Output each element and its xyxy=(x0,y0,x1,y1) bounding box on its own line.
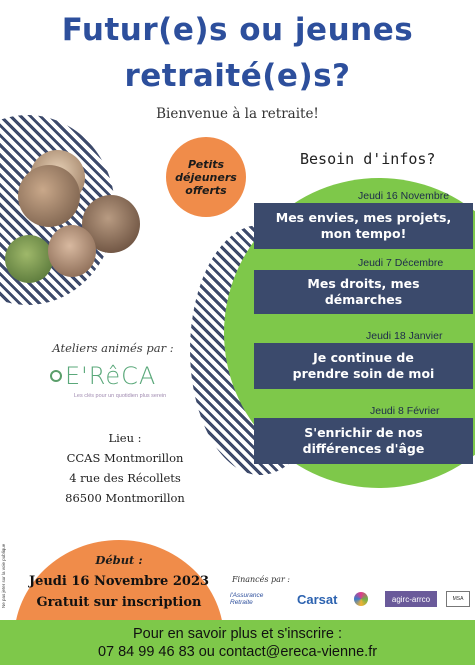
cnracl-swirl-icon xyxy=(354,592,368,606)
footer-contact[interactable]: 07 84 99 46 83 ou contact@ereca-vienne.fr xyxy=(97,644,378,660)
free-registration-note: Gratuit sur inscription xyxy=(36,595,202,610)
carsat-logo: Carsat xyxy=(297,591,338,607)
session-title-line: Je continue de xyxy=(313,350,414,365)
session-title-line: Mes droits, mes xyxy=(307,276,420,291)
cnracl-logo xyxy=(354,589,376,609)
start-date: Jeudi 16 Novembre 2023 xyxy=(28,574,210,589)
disposal-note-text: Ne pas jeter sur la voie publique xyxy=(1,543,6,608)
session-date: Jeudi 7 Décembre xyxy=(358,257,444,269)
photo-circle xyxy=(5,235,53,283)
session-date: Jeudi 8 Février xyxy=(370,405,440,417)
location-line: 86500 Montmorillon xyxy=(65,491,185,505)
msa-logo: MSA xyxy=(446,591,470,607)
logo-tagline: Les clés pour un quotidien plus serein xyxy=(73,393,167,399)
info-heading: Besoin d'infos? xyxy=(300,150,436,168)
ereca-logo xyxy=(50,361,190,391)
badge-line: déjeuners xyxy=(175,170,237,184)
breakfast-badge xyxy=(166,137,246,217)
session-title-line: différences d'âge xyxy=(302,441,425,456)
badge-line: Petits xyxy=(187,157,225,171)
agirc-arrco-logo: agirc-arrco xyxy=(385,591,437,607)
assurance-retraite-logo: l'Assurance Retraite xyxy=(230,592,264,606)
session-title-line: S'enrichir de nos xyxy=(304,425,423,440)
location-label: Lieu : xyxy=(108,431,142,445)
session-date: Jeudi 16 Novembre xyxy=(358,190,450,202)
senior-photo-collage xyxy=(0,140,155,285)
session-title-box xyxy=(254,203,473,249)
logo-ring-icon xyxy=(50,370,62,382)
session-title-line: Mes envies, mes projets, xyxy=(275,210,452,225)
session-title-line: mon tempo! xyxy=(320,226,407,241)
title-line-1: Futur(e)s ou jeunes xyxy=(61,12,414,48)
location-line: CCAS Montmorillon xyxy=(66,451,184,465)
logo-text: E'RêCA xyxy=(65,362,157,390)
session-title-box xyxy=(254,343,473,389)
location-block xyxy=(40,428,210,508)
title-line-2: retraité(e)s? xyxy=(124,58,351,94)
footer-cta: Pour en savoir plus et s'inscrire : xyxy=(132,626,343,642)
start-label: Début : xyxy=(95,553,143,567)
session-title-box xyxy=(254,418,473,464)
location-line: 4 rue des Récollets xyxy=(69,471,181,485)
subtitle: Bienvenue à la retraite! xyxy=(156,106,319,122)
organizer-label: Ateliers animés par : xyxy=(52,341,174,355)
session-title-box xyxy=(254,270,473,314)
session-date: Jeudi 18 Janvier xyxy=(366,330,443,342)
badge-line: offerts xyxy=(185,183,227,197)
session-title-line: démarches xyxy=(324,292,403,307)
funder-logos xyxy=(230,586,470,612)
funding-label: Financés par : xyxy=(232,575,290,584)
photo-circle xyxy=(48,225,96,277)
session-title-line: prendre soin de moi xyxy=(292,366,435,381)
photo-circle xyxy=(18,165,80,227)
